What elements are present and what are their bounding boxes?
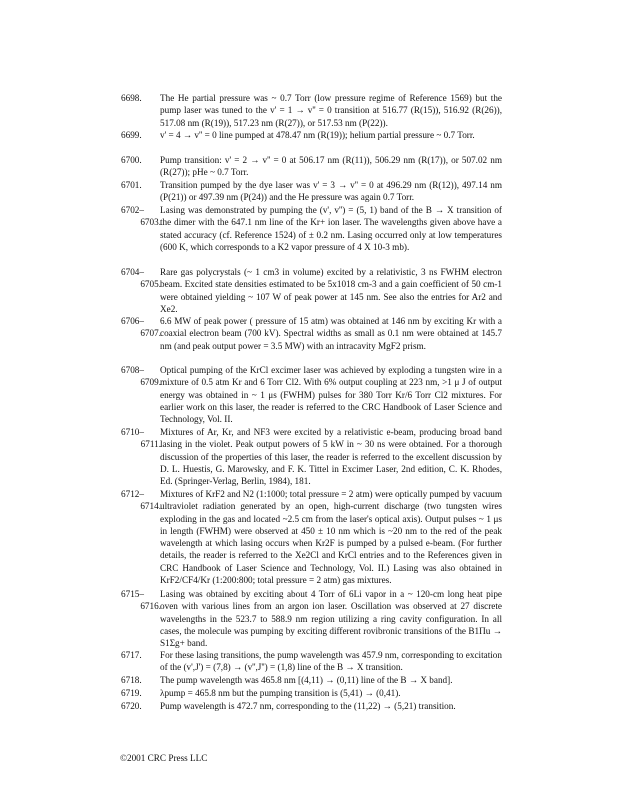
note-number: 6699. bbox=[121, 130, 142, 140]
note-number-end: 6709. bbox=[140, 377, 161, 388]
note-number: 6706– bbox=[121, 316, 144, 326]
note-text: Lasing was demonstrated by pumping the (v', v'') = (5, 1) band of the B → X transition of the dimer with the 647.1 nm line of the Kr+ ion laser. The wavelengths given above have a stated accuracy (cf. Reference 1524) of ± 0.2 nm. Lasing occurred only at low temperatures (600 K, which corresponds to a K2 vapor pressure of 4 X 10-3 mb). bbox=[160, 205, 502, 252]
note-text: Mixtures of Ar, Kr, and NF3 were excited by a relativistic e-beam, producing broad band lasing in the violet. Peak output powers of 5 kW in ~ 30 ns were obtained. For a thorough discussion of the properties of this laser, the reader is referred to the excellent discussion by D. L. Huestis, G. Marowsky, and F. K. Tittel in Excimer Laser, 2nd edition, C. K. Rhodes, Ed. (Springer-Verlag, Berlin, 1984), 181. bbox=[160, 427, 502, 487]
note-number: 6704– bbox=[121, 267, 144, 277]
note-number-end: 6711. bbox=[140, 439, 161, 450]
note-text: Lasing was obtained by exciting about 4 Torr of 6Li vapor in a ~ 120-cm long heat pipe oven with various lines from an argon ion laser. Oscillation was observed at 27 discrete wavelengths in the 523.7 to 588.9 nm region utilizing a ring cavity configuration. In all cases, the molecule was pumping by exciting different rovibronic transitions of the B1Πu → S1Σg+ band. bbox=[160, 589, 502, 649]
note-text: v' = 4 → v'' = 0 line pumped at 478.47 nm (R(19)); helium partial pressure ~ 0.7 Torr. bbox=[160, 130, 475, 140]
note-text: Rare gas polycrystals (~ 1 cm3 in volume) excited by a relativistic, 3 ns FWHM electron beam. Excited state densities estimated to be 5x1018 cm-3 and a gain coefficient of 50 cm-1 were obtained yielding ~ 107 W of peak power at 145 nm. See also the entries for Ar2 and Xe2. bbox=[160, 267, 502, 314]
note-number: 6708– bbox=[121, 365, 144, 375]
copyright-footer: ©2001 CRC Press LLC bbox=[120, 753, 208, 763]
note-text: Pump transition: v' = 2 → v'' = 0 at 506.17 nm (R(11)), 506.29 nm (R(17)), or 507.02 nm (R(27)); pHe ~ 0.7 Torr. bbox=[160, 155, 502, 178]
note-number: 6710– bbox=[121, 427, 144, 437]
note-number: 6718. bbox=[121, 675, 142, 685]
note-text: For these lasing transitions, the pump wavelength was 457.9 nm, corresponding to excitation of the (v',J') = (7,8) → (v'',J'') = (1,8) line of the B → X transition. bbox=[160, 650, 502, 673]
note-number: 6702– bbox=[121, 205, 144, 215]
note-number: 6717. bbox=[121, 650, 142, 660]
note-number: 6700. bbox=[121, 155, 142, 165]
note-number-end: 6714. bbox=[140, 501, 161, 512]
note-number: 6715– bbox=[121, 589, 144, 599]
note-text: Mixtures of KrF2 and N2 (1:1000; total pressure = 2 atm) were optically pumped by vacuum ultraviolet radiation generated by an open, high-current discharge (two tungsten wires exploding in the gas and located ~2.5 cm from the laser's optical axis). Output pulses ~ 1 μs in length (FWHM) were observed at 450 ± 10 nm which is ~20 nm to the red of the peak wavelength at which lasing occurs when Kr2F is pumped by a pulsed e-beam. (For further details, the reader is referred to the Xe2Cl and KrCl entries and to the References given in CRC Handbook of Laser Science and Technology, Vol. II.) Lasing was also obtained in KrF2/CF4/Kr (1:200:800; total pressure = 2 atm) gas mixtures. bbox=[160, 489, 502, 586]
note-number: 6698. bbox=[121, 93, 142, 103]
note-text: Pump wavelength is 472.7 nm, corresponding to the (11,22) → (5,21) transition. bbox=[160, 701, 456, 711]
note-number-end: 6703. bbox=[140, 217, 161, 228]
note-text: Optical pumping of the KrCl excimer laser was achieved by exploding a tungsten wire in a mixture of 0.5 atm Kr and 6 Torr Cl2. With 6% output coupling at 223 nm, >1 μ J of output energy was obtained in ~ 1 μs (FWHM) pulses for 380 Torr Kr/6 Torr Cl2 mixtures. For earlier work on this laser, the reader is referred to the CRC Handbook of Laser Science and Technology, Vol. II. bbox=[160, 365, 502, 425]
note-text: λpump = 465.8 nm but the pumping transition is (5,41) → (0,41). bbox=[160, 688, 401, 698]
note-text: Transition pumped by the dye laser was v' = 3 → v'' = 0 at 496.29 nm (R(12)), 497.14 nm (P(21)) or 497.39 nm (P(24)) and the He pressure was again 0.7 Torr. bbox=[160, 180, 502, 203]
note-text: The pump wavelength was 465.8 nm [(4,11) → (0,11) line of the B → X band]. bbox=[160, 675, 453, 685]
note-number-end: 6707. bbox=[140, 328, 161, 339]
note-text: 6.6 MW of peak power ( pressure of 15 atm) was obtained at 146 nm by exciting Kr with a coaxial electron beam (700 kV). Spectral widths as small as 0.1 nm were obtained at 145.7 nm (and peak output power = 3.5 MW) with an intracavity MgF2 prism. bbox=[160, 316, 502, 351]
note-number: 6720. bbox=[121, 701, 142, 711]
note-text: The He partial pressure was ~ 0.7 Torr (low pressure regime of Reference 1569) but the pump laser was tuned to the v' = 1 → v'' = 0 transition at 516.77 (R(15)), 516.92 (R(26)), 517.08 nm (R(19)), 517.23 nm (R(27)), or 517.53 nm (P(22)). bbox=[160, 93, 502, 128]
note-number: 6719. bbox=[121, 688, 142, 698]
note-number-end: 6705. bbox=[140, 279, 161, 290]
note-number-end: 6716. bbox=[140, 601, 161, 612]
note-number: 6712– bbox=[121, 489, 144, 499]
note-number: 6701. bbox=[121, 180, 142, 190]
